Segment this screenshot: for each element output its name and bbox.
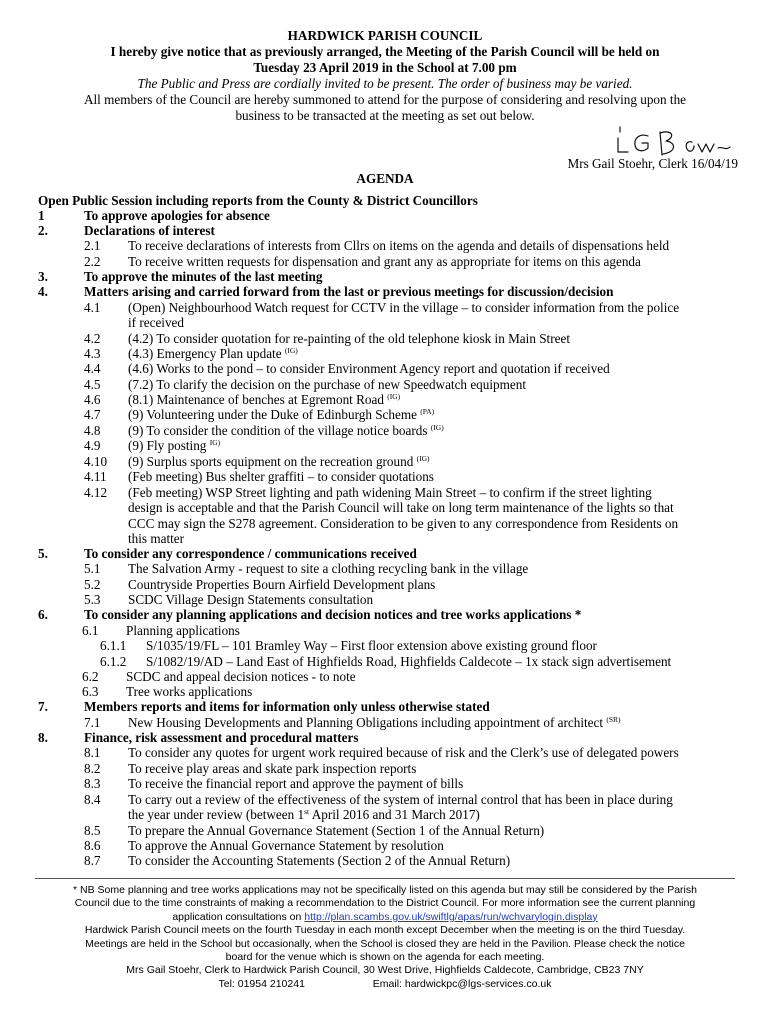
subitem-number: 4.2: [84, 331, 101, 346]
subitem-text: (9) Fly posting: [128, 438, 207, 453]
subitem-text: SCDC Village Design Statements consultation: [128, 592, 374, 607]
summons-line-2: business to be transacted at the meeting as set out below.: [235, 108, 535, 123]
item-number: 3.: [38, 269, 48, 284]
clerk-address: Mrs Gail Stoehr, Clerk to Hardwick Parish Council, 30 West Drive, Highfields Caldecote, Cambridge, CB23 7NY: [126, 964, 644, 977]
subitem-number: 8.7: [84, 853, 101, 868]
item-title: To approve apologies for absence: [84, 208, 270, 223]
item-title: Finance, risk assessment and procedural matters: [84, 730, 359, 745]
subitem-text: To receive declarations of interests from Cllrs on items on the agenda and details of dispensations held: [128, 238, 670, 253]
initials-superscript: IG): [209, 438, 221, 447]
subitem-number: 5.3: [84, 592, 101, 607]
subitem-text: (9) To consider the condition of the village notice boards: [128, 423, 428, 438]
initials-superscript: (IG): [387, 392, 401, 401]
subitem-text: Tree works applications: [126, 684, 253, 699]
item-title: To approve the minutes of the last meeting: [84, 269, 323, 284]
subitem-number: 4.11: [84, 469, 107, 484]
clerk-sign-off: Mrs Gail Stoehr, Clerk 16/04/19: [567, 156, 738, 171]
subitem-text: (Feb meeting) Bus shelter graffiti – to consider quotations: [128, 469, 434, 484]
subitem-text: To approve the Annual Governance Statement by resolution: [128, 838, 444, 853]
subitem-number: 8.3: [84, 776, 101, 791]
item-number: 5.: [38, 546, 48, 561]
meeting-date: Tuesday 23 April 2019 in the School at 7.00 pm: [253, 60, 517, 75]
item-number: 4.: [38, 284, 48, 299]
subitem-text: New Housing Developments and Planning Obligations including appointment of architect: [128, 715, 604, 730]
item-title: To consider any planning applications and decision notices and tree works applications *: [84, 607, 582, 622]
subitem-number: 5.1: [84, 561, 101, 576]
notice-header: [30, 28, 740, 124]
subitem-text: S/1082/19/AD – Land East of Highfields Road, Highfields Caldecote – 1x stack sign advertisement: [146, 654, 672, 669]
subitem-number: 6.3: [82, 684, 99, 699]
subitem-text: (8.1) Maintenance of benches at Egremont Road: [128, 392, 384, 407]
subitem-number: 8.1: [84, 745, 101, 760]
subitem-number: 8.6: [84, 838, 101, 853]
open-session-heading: Open Public Session including reports from the County & District Councillors: [38, 193, 478, 208]
item-number: 7.: [38, 699, 48, 714]
meetings-line-3: board for the venue which is shown on the agenda for each meeting.: [225, 951, 545, 964]
nb-line-2: Council due to the time constraints of making a recommendation to the District Council. For more information see the current planning: [74, 897, 696, 910]
item-title: Declarations of interest: [84, 223, 215, 238]
email-address: Email: hardwickpc@lgs-services.co.uk: [372, 977, 552, 990]
subitem-text-line-2: design is acceptable and that the Parish Council will take on long term maintenance of the lights so that: [128, 500, 674, 515]
subitem-text: To prepare the Annual Governance Statement (Section 1 of the Annual Return): [128, 823, 545, 838]
subitem-text-line-1: (Open) Neighbourhood Watch request for CCTV in the village – to consider information from the police: [128, 300, 680, 315]
item-number: 6.: [38, 607, 48, 622]
subitem-text: To receive the financial report and approve the payment of bills: [128, 776, 464, 791]
initials-superscript: (IG): [416, 454, 430, 463]
telephone: Tel: 01954 210241: [218, 977, 305, 990]
subitem-text: (4.2) To consider quotation for re-painting of the old telephone kiosk in Main Street: [128, 331, 570, 346]
subitem-number: 4.9: [84, 438, 101, 453]
item-title: To consider any correspondence / communications received: [84, 546, 417, 561]
subitem-text: (9) Volunteering under the Duke of Edinburgh Scheme: [128, 407, 417, 422]
subitem-number: 4.5: [84, 377, 101, 392]
subitem-number: 6.1: [82, 623, 99, 638]
subitem-number: 4.4: [84, 361, 101, 376]
item-title: Matters arising and carried forward from the last or previous meetings for discussion/decision: [84, 284, 614, 299]
subitem-number: 8.5: [84, 823, 101, 838]
subitem-text-line-2: if received: [128, 315, 185, 330]
subitem-text: Countryside Properties Bourn Airfield Development plans: [128, 577, 436, 592]
subitem-text-line-1: To carry out a review of the effectiveness of the system of internal control that has been in place during: [128, 792, 673, 807]
subitem-number: 4.10: [84, 454, 108, 469]
item-number: 8.: [38, 730, 48, 745]
item-title: Members reports and items for information only unless otherwise stated: [84, 699, 490, 714]
subitem-number: 4.6: [84, 392, 101, 407]
council-title: HARDWICK PARISH COUNCIL: [287, 28, 483, 43]
subitem-number: 5.2: [84, 577, 101, 592]
initials-superscript: (IG): [284, 346, 298, 355]
subitem-text: To consider the Accounting Statements (Section 2 of the Annual Return): [128, 853, 511, 868]
footer-divider: [35, 878, 735, 879]
subitem-text: (4.3) Emergency Plan update: [128, 346, 282, 361]
subitem-text: To receive written requests for dispensation and grant any as appropriate for items on this agenda: [128, 254, 641, 269]
subitem-number: 8.2: [84, 761, 101, 776]
subitem-text-line-2b: April 2016 and 31 March 2017): [309, 807, 480, 822]
subitem-text: The Salvation Army - request to site a clothing recycling bank in the village: [128, 561, 529, 576]
subitem-number: 4.7: [84, 407, 101, 422]
subitem-text-line-4: this matter: [128, 531, 185, 546]
subitem-text: S/1035/19/FL – 101 Bramley Way – First floor extension above existing ground floor: [146, 638, 597, 653]
meetings-line-1: Hardwick Parish Council meets on the fourth Tuesday in each month except December when the meeting is on the third Tuesday.: [84, 924, 686, 937]
ordinal-superscript: st: [304, 807, 310, 816]
agenda-heading: AGENDA: [356, 171, 414, 186]
notice-line-1: I hereby give notice that as previously arranged, the Meeting of the Parish Council will be held on: [110, 44, 660, 59]
subitem-text: (7.2) To clarify the decision on the purchase of new Speedwatch equipment: [128, 377, 526, 392]
footer-notes: [25, 884, 745, 991]
subitem-text: Planning applications: [126, 623, 240, 638]
subitem-text: (4.6) Works to the pond – to consider Environment Agency report and quotation if received: [128, 361, 610, 376]
planning-consultations-link[interactable]: http://plan.scambs.gov.uk/swiftlg/apas/run/wchvarylogin.display: [304, 910, 598, 923]
summons-line-1: All members of the Council are hereby summoned to attend for the purpose of considering and resolving upon the: [83, 92, 687, 107]
subitem-number: 4.3: [84, 346, 101, 361]
subitem-number: 7.1: [84, 715, 101, 730]
subitem-number: 6.1.1: [100, 638, 127, 653]
nb-line-3: application consultations on: [172, 910, 302, 923]
handwritten-signature: [614, 124, 734, 158]
item-number: 2.: [38, 223, 48, 238]
subitem-text: (9) Surplus sports equipment on the recreation ground: [128, 454, 414, 469]
initials-superscript: (IG): [430, 423, 444, 432]
subitem-number: 2.2: [84, 254, 101, 269]
subitem-number: 6.2: [82, 669, 99, 684]
subitem-text: SCDC and appeal decision notices - to note: [126, 669, 356, 684]
subitem-number: 4.12: [84, 485, 108, 500]
subitem-number: 8.4: [84, 792, 101, 807]
initials-superscript: (PA): [420, 407, 435, 416]
item-number: 1: [38, 208, 45, 223]
subitem-text-line-3: CCC may sign the S278 agreement. Consideration to be given to any correspondence from Residents on: [128, 516, 679, 531]
subitem-text-line-1: (Feb meeting) WSP Street lighting and path widening Main Street – to confirm if the street lighting: [128, 485, 652, 500]
meetings-line-2: Meetings are held in the School but occasionally, when the School is closed they are held in the Pavilion. Please check the notice: [85, 937, 685, 950]
subitem-number: 4.8: [84, 423, 101, 438]
subitem-number: 4.1: [84, 300, 101, 315]
subitem-text: To receive play areas and skate park inspection reports: [128, 761, 417, 776]
nb-line-1: * NB Some planning and tree works applications may not be specifically listed on this agenda but may still be considered by the Parish: [73, 884, 697, 896]
subitem-number: 6.1.2: [100, 654, 127, 669]
subitem-text: To consider any quotes for urgent work required because of risk and the Clerk’s use of delegated powers: [128, 745, 679, 760]
subitem-number: 2.1: [84, 238, 101, 253]
initials-superscript: (SR): [606, 715, 621, 724]
subitem-text-line-2a: the year under review (between 1: [128, 807, 305, 822]
public-press-note: The Public and Press are cordially invited to be present. The order of business may be varied.: [137, 76, 633, 91]
